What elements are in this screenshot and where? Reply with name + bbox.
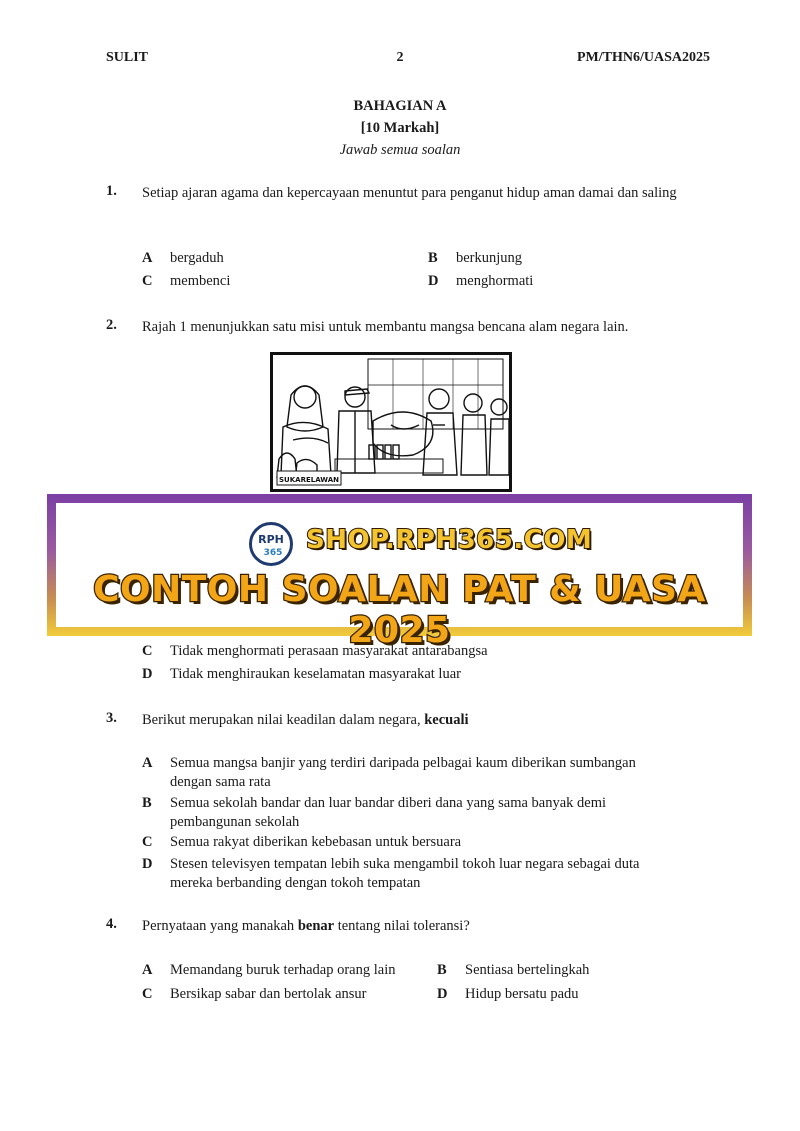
q3-option-a[interactable] [142, 754, 702, 794]
option-letter: C [142, 834, 153, 850]
option-line-2: mereka berbanding dengan tokoh tempatan [170, 875, 421, 891]
option-text: Memandang buruk terhadap orang lain [170, 962, 396, 978]
q1-option-c[interactable] [142, 272, 392, 292]
question-text-3 [142, 710, 712, 730]
option-text: bergaduh [170, 250, 224, 266]
option-line-1: Stesen televisyen tempatan lebih suka mengambil tokoh luar negara sebagai duta [170, 856, 640, 872]
option-letter: D [142, 666, 153, 682]
question-text: Berikut merupakan nilai keadilan dalam negara, [142, 712, 421, 728]
option-text: Bersikap sabar dan bertolak ansur [170, 986, 367, 1002]
option-text [170, 754, 700, 792]
header-left: SULIT [106, 50, 149, 65]
q4-option-c[interactable] [142, 985, 432, 1005]
q1-option-d[interactable] [428, 272, 678, 292]
page-number: 2 [396, 50, 404, 65]
q4-option-a[interactable] [142, 961, 432, 981]
question-emphasis: benar [297, 918, 335, 934]
promo-headline: CONTOH SOALAN PAT & UASA 2025 [93, 569, 706, 651]
option-letter: D [428, 273, 439, 289]
option-text: Tidak menghormati perasaan masyarakat antarabangsa [170, 643, 488, 659]
option-letter: A [142, 962, 153, 978]
question-text-4 [142, 916, 712, 936]
option-text: Semua rakyat diberikan kebebasan untuk bersuara [170, 834, 462, 850]
option-letter: C [142, 986, 153, 1002]
question-text-after: tentang nilai toleransi? [337, 918, 470, 934]
q3-option-d[interactable] [142, 855, 702, 895]
volunteer-sign: SUKARELAWAN [279, 476, 339, 484]
option-text [170, 794, 700, 832]
shop-url: SHOP.RPH365.COM [306, 525, 593, 555]
rph365-logo-icon [249, 522, 293, 566]
option-letter: A [142, 755, 153, 771]
question-number-4: 4. [106, 916, 117, 932]
option-text: Hidup bersatu padu [465, 986, 579, 1002]
q4-option-d[interactable] [437, 985, 687, 1005]
question-emphasis: kecuali [424, 712, 469, 728]
question-text-1: Setiap ajaran agama dan kepercayaan menuntut para penganut hidup aman damai dan saling [142, 185, 677, 201]
option-letter: B [428, 250, 438, 266]
q1-option-a[interactable] [142, 249, 392, 269]
q2-option-d[interactable] [142, 665, 702, 685]
option-letter: A [142, 250, 153, 266]
svg-text:RPH: RPH [258, 533, 284, 546]
question-number-3: 3. [106, 710, 117, 726]
option-text: menghormati [456, 273, 534, 289]
option-text: Sentiasa bertelingkah [465, 962, 590, 978]
option-text [170, 855, 700, 893]
option-letter: D [437, 986, 448, 1002]
option-line-2: dengan sama rata [170, 774, 271, 790]
option-line-2: pembangunan sekolah [170, 814, 300, 830]
question-text-before: Pernyataan yang manakah [142, 918, 295, 934]
section-marks: [10 Markah] [360, 120, 440, 136]
option-letter: B [437, 962, 447, 978]
q4-option-b[interactable] [437, 961, 687, 981]
option-letter: C [142, 273, 153, 289]
option-text: membenci [170, 273, 231, 289]
q3-option-b[interactable] [142, 794, 702, 834]
question-number-1: 1. [106, 183, 117, 199]
option-text: berkunjung [456, 250, 523, 266]
volunteer-illustration [270, 352, 512, 492]
section-title: BAHAGIAN A [353, 98, 447, 114]
document-code: PM/THN6/UASA2025 [577, 50, 710, 65]
option-line-1: Semua mangsa banjir yang terdiri daripada pelbagai kaum diberikan sumbangan [170, 755, 636, 771]
q3-option-c[interactable] [142, 833, 702, 853]
option-letter: C [142, 643, 153, 659]
section-instruction: Jawab semua soalan [339, 142, 461, 158]
question-number-2: 2. [106, 317, 117, 333]
svg-text:365: 365 [263, 548, 283, 558]
q1-option-b[interactable] [428, 249, 678, 269]
option-line-1: Semua sekolah bandar dan luar bandar diberi dana yang sama banyak demi [170, 795, 607, 811]
question-text-2: Rajah 1 menunjukkan satu misi untuk membantu mangsa bencana alam negara lain. [142, 319, 629, 335]
option-text: Tidak menghiraukan keselamatan masyarakat luar [170, 666, 461, 682]
option-letter: D [142, 856, 153, 872]
q2-option-c[interactable] [142, 642, 702, 662]
option-letter: B [142, 795, 152, 811]
